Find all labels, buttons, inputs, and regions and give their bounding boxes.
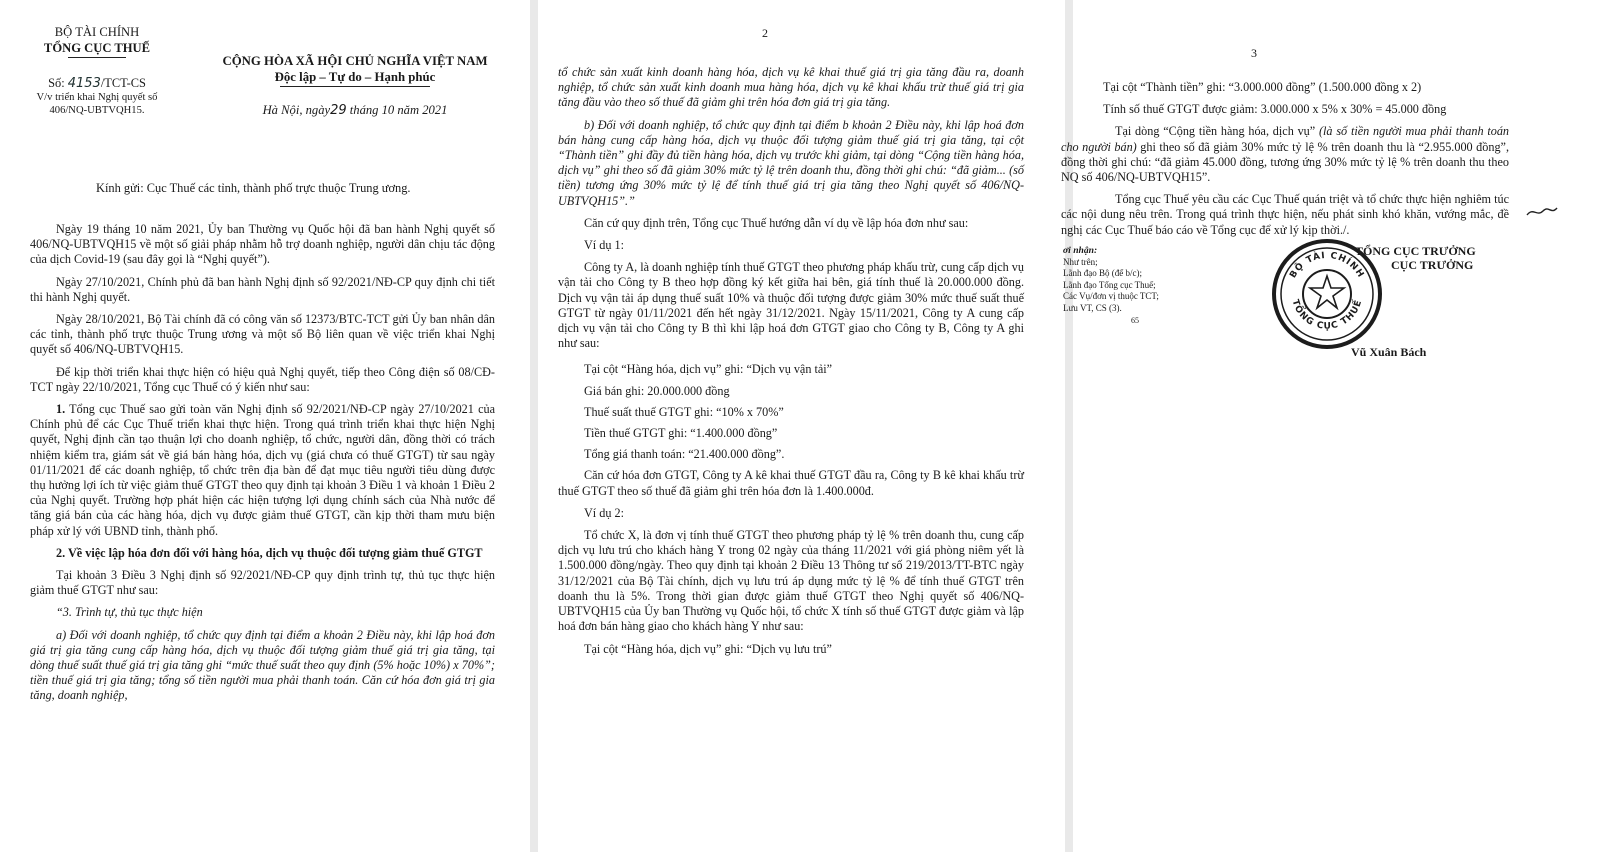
recipients-list xyxy=(1063,245,1213,326)
signature-title-2: CỤC TRƯỞNG xyxy=(1391,258,1474,272)
example-1-line: Tổng giá thanh toán: “21.400.000 đồng”. xyxy=(584,447,785,462)
page2-body xyxy=(558,65,1024,657)
issuer-underline xyxy=(68,57,126,58)
issue-date: Hà Nội, ngày29 tháng 10 năm 2021 xyxy=(262,103,448,118)
national-motto: Độc lập – Tự do – Hạnh phúc xyxy=(274,70,436,84)
svg-text:BỘ TÀI CHÍNH: BỘ TÀI CHÍNH xyxy=(1288,250,1366,281)
subject-line-1: V/v triển khai Nghị quyết số xyxy=(36,92,158,103)
page-number: 3 xyxy=(1251,46,1257,60)
example-2-text: Tổ chức X, là đơn vị tính thuế GTGT theo phương pháp tỷ lệ % trên doanh thu, cung cấp dịch vụ lưu trú cho khách hàng Y trong 02 ngày của tháng 11/2021 với giá phòng niêm yết là 1.500.000 đồng/ngày. Theo quy định tại khoản 2 Điều 13 Thông tư số 219/2013/TT-BTC ngày 31/12/2021 của Bộ Tài chính, dịch vụ lưu trú áp dụng mức tỷ lệ % để tính thuế GTGT trên doanh thu là 5%. Trong thời gian được giảm thuế GTGT theo Nghị quyết số 406/NQ-UBTVQH15 của Ủy ban Thường vụ Quốc hội, tổ chức X tính số thuế GTGT được giảm và lập hoá đơn bán hàng giao cho khách hàng Y như sau: xyxy=(558,528,1024,634)
recipient-entry: Như trên; xyxy=(1063,256,1098,267)
example-2-title: Ví dụ 2: xyxy=(584,505,624,520)
recipients-title: ơi nhận: xyxy=(1063,245,1098,256)
example-1-title: Ví dụ 1: xyxy=(584,238,624,253)
example-1-line: Thuế suất thuế GTGT ghi: “10% x 70%” xyxy=(584,404,784,419)
example-1-text: Công ty A, là doanh nghiệp tính thuế GTGT theo phương pháp khấu trừ, cung cấp dịch vụ vận tải cho Công ty B theo hợp đồng ký kết giữa hai bên, giá tính thuế là 20.000.000 đồng. Dịch vụ vận tải áp dụng thuế suất 10% và thuộc đối tượng được giảm 30% mức thuế suất thuế GTGT từ ngày 01/11/2021 đến hết ngày 31/12/2021. Ngày 15/11/2021, Công ty A cung cấp dịch vụ vận tải cho Công ty B thì khi lập hoá đơn GTGT giao cho Công ty B, Công ty A ghi như sau: xyxy=(558,260,1024,351)
document-page-3 xyxy=(1061,0,1600,852)
intro-paragraph-1: Ngày 19 tháng 10 năm 2021, Ủy ban Thường vụ Quốc hội đã ban hành Nghị quyết số 406/NQ-UBTVQH15 về một số giải pháp nhằm hỗ trợ doanh nghiệp, người dân chịu tác động của dịch Covid-19 (sau đây gọi là “Nghị quyết”). xyxy=(30,222,495,267)
document-page-2 xyxy=(538,0,1065,852)
guide-intro: Căn cứ quy định trên, Tổng cục Thuế hướng dẫn ví dụ về lập hóa đơn như sau: xyxy=(584,215,969,230)
recipient-entry: Lưu VT, CS (3). xyxy=(1063,302,1122,313)
page3-body xyxy=(1061,80,1509,238)
country-name: CỘNG HÒA XÃ HỘI CHỦ NGHĨA VIỆT NAM xyxy=(222,54,488,68)
example-1-line: Giá bán ghi: 20.000.000 đồng xyxy=(584,383,730,398)
department-name: TỔNG CỤC THUẾ xyxy=(43,41,151,55)
intro-paragraph-2: Ngày 27/10/2021, Chính phủ đã ban hành Nghị định số 92/2021/NĐ-CP quy định chi tiết thi hành Nghị quyết. xyxy=(30,274,495,304)
recipients-mark: 65 xyxy=(1131,315,1139,325)
svg-text:TỔNG CỤC THUẾ: TỔNG CỤC THUẾ xyxy=(1289,298,1365,332)
page-number: 2 xyxy=(762,26,768,40)
page1-body xyxy=(30,222,495,704)
recipient-entry: Lãnh đạo Tổng cục Thuế; xyxy=(1063,279,1156,290)
signature-title-1: TỔNG CỤC TRƯỞNG xyxy=(1355,244,1476,258)
example-1-line: Tại cột “Hàng hóa, dịch vụ” ghi: “Dịch vụ vận tải” xyxy=(584,362,833,377)
example-2-line: Tại cột “Hàng hóa, dịch vụ” ghi: “Dịch vụ lưu trú” xyxy=(584,641,832,656)
signer-name: Vũ Xuân Bách xyxy=(1351,345,1427,359)
quote-point-b: b) Đối với doanh nghiệp, tổ chức quy định tại điểm b khoản 2 Điều này, khi lập hoá đơn bán hàng cung cấp hàng hóa, dịch vụ thuộc đối tượng giảm thuế giá trị gia tăng, tại cột “Thành tiền” ghi đầy đủ tiền hàng hóa, dịch vụ trước khi giảm, tại dòng “Cộng tiền hàng hóa, dịch vụ” ghi theo số đã giảm 30% mức tỷ lệ trên doanh thu, đồng thời ghi chú: “đã giảm... (số tiền) tương ứng 30% mức tỷ lệ để tính thuế giá trị gia tăng theo Nghị quyết số 406/NQ-UBTVQH15”.” xyxy=(558,117,1024,208)
example-1-conclusion: Căn cứ hóa đơn GTGT, Công ty A kê khai thuế GTGT đầu ra, Công ty B kê khai khấu trừ thuế GTGT theo số thuế đã giảm ghi trên hóa đơn là 1.400.000đ. xyxy=(558,468,1024,498)
intro-paragraph-3: Ngày 28/10/2021, Bộ Tài chính đã có công văn số 12373/BTC-TCT gửi Ủy ban nhân dân các tỉnh, thành phố trực thuộc Trung ương và một số Bộ liên quan về việc triển khai Nghị quyết số 406/NQ-UBTVQH15. xyxy=(30,312,495,357)
item-2-intro: Tại khoản 3 Điều 3 Nghị định số 92/2021/NĐ-CP quy định trình tự, thủ tục thực hiện giảm thuế GTGT như sau: xyxy=(30,568,495,598)
example-2-amount-line: Tại cột “Thành tiền” ghi: “3.000.000 đồng” (1.500.000 đồng x 2) xyxy=(1103,80,1422,94)
handwritten-number: 4153 xyxy=(67,76,101,91)
document-number: Số: 4153/TCT-CS xyxy=(48,76,146,91)
recipient-line: Kính gửi: Cục Thuế các tỉnh, thành phố trực thuộc Trung ương. xyxy=(96,181,411,195)
subject-line-2: 406/NQ-UBTVQH15. xyxy=(49,104,145,116)
quote-point-a: a) Đối với doanh nghiệp, tổ chức quy định tại điểm a khoản 2 Điều này, khi lập hoá đơn giá trị gia tăng cung cấp hàng hóa, dịch vụ thuộc đối tượng giảm thuế giá trị gia tăng, tại dòng thuế suất thuế giá trị gia tăng ghi “mức thuế suất theo quy định (5% hoặc 10%) x 70%”; tiền thuế giá trị gia tăng; tổng số tiền người mua phải thanh toán. Căn cứ hóa đơn giá trị gia tăng, doanh nghiệp, xyxy=(30,627,495,703)
motto-underline xyxy=(280,86,430,87)
quote-point-a-continued: tổ chức sản xuất kinh doanh hàng hóa, dịch vụ kê khai thuế giá trị gia tăng đầu ra, doanh nghiệp, tổ chức sản xuất kinh doanh mua hàng hóa, dịch vụ kê khai khấu trừ thuế giá trị gia tăng đầu vào theo số thuế đã giảm ghi trên hóa đơn giá trị gia tăng. xyxy=(558,65,1024,110)
document-page-1 xyxy=(0,0,530,852)
national-header xyxy=(200,53,510,118)
initial-mark xyxy=(1525,205,1559,219)
handwritten-day: 29 xyxy=(330,103,347,118)
example-2-tax-calc: Tính số thuế GTGT được giảm: 3.000.000 x 5% x 30% = 45.000 đồng xyxy=(1103,102,1447,117)
closing-paragraph: Tổng cục Thuế yêu cầu các Cục Thuế quán triệt và tổ chức thực hiện nghiêm túc các nội dung nêu trên. Trong quá trình thực hiện, nếu phát sinh khó khăn, vướng mắc, đề nghị các Cục Thuế báo cáo về Tổng cục để xử lý kịp thời./. xyxy=(1061,192,1509,237)
item-2-title: 2. Về việc lập hóa đơn đối với hàng hóa, dịch vụ thuộc đối tượng giảm thuế GTGT xyxy=(56,545,483,560)
quote-title: “3. Trình tự, thủ tục thực hiện xyxy=(56,605,203,620)
recipient-entry: Các Vụ/đơn vị thuộc TCT; xyxy=(1063,291,1159,302)
intro-paragraph-4: Để kịp thời triển khai thực hiện có hiệu quả Nghị quyết, tiếp theo Công điện số 08/CĐ-TCT ngày 22/10/2021, Tổng cục Thuế có ý kiến như sau: xyxy=(30,364,495,394)
ministry-name: BỘ TÀI CHÍNH xyxy=(54,25,140,39)
example-1-line: Tiền thuế GTGT ghi: “1.400.000 đồng” xyxy=(584,426,778,441)
official-seal xyxy=(1269,236,1385,352)
recipient-entry: Lãnh đạo Bộ (để b/c); xyxy=(1063,268,1142,279)
example-2-total-row: Tại dòng “Cộng tiền hàng hóa, dịch vụ” (là số tiền người mua phải thanh toán cho người bán) ghi theo số đã giảm 30% mức tỷ lệ % trên doanh thu là “2.955.000 đồng”, đồng thời ghi chú: “đã giảm 45.000 đồng, tương ứng 30% mức tỷ lệ % trên doanh thu theo NQ số 406/NQ-UBTVQH15”. xyxy=(1061,124,1510,185)
item-1-paragraph: 1. Tổng cục Thuế sao gửi toàn văn Nghị định số 92/2021/NĐ-CP ngày 27/10/2021 của Chính phủ để các Cục Thuế triển khai thực hiện. Trong quá trình triển khai thực hiện Nghị quyết, Nghị định cần tạo thuận lợi cho doanh nghiệp, tổ chức, người dân, đồng thời có trách nhiệm kiểm tra, giám sát về giá bán hàng hóa, dịch vụ (giá chưa có thuế GTGT) từ sau ngày 01/11/2021 để các doanh nghiệp, tổ chức trên địa bàn để đạt mục tiêu người tiêu dùng được thụ hưởng lợi ích từ việc giảm thuế GTGT theo quy định tại khoản 3 Điều 1 và khoản 1 Điều 2 của Nghị quyết. Trường hợp phát hiện các hiện tượng lợi dụng chính sách của Nhà nước để tăng giá bán của các hàng hóa, dịch vụ được giảm thuế GTGT, cần kịp thời tham mưu biện pháp xử lý với UBND tỉnh, thành phố. xyxy=(30,402,495,538)
issuer-block xyxy=(18,24,176,117)
